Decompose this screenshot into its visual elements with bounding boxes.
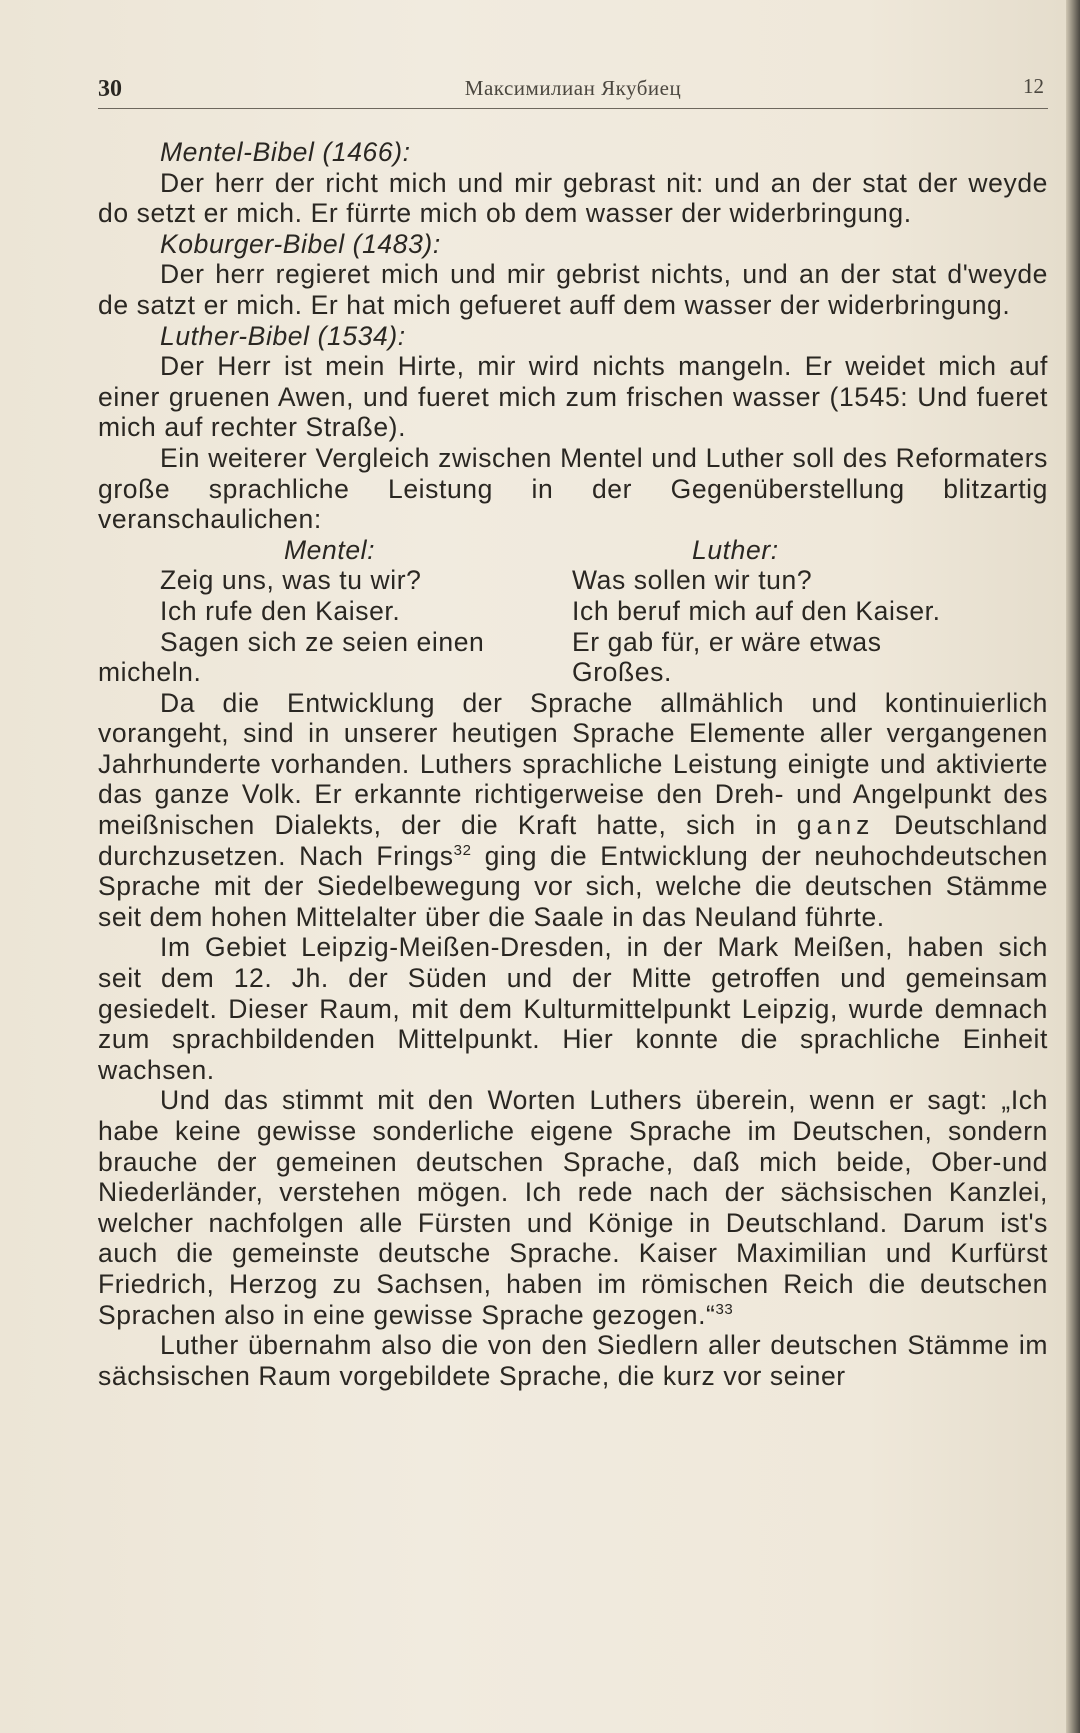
mentel-line: Zeig uns, was tu wir? [160, 565, 422, 596]
paragraph-text: Deutschland durchzusetzen. Nach Frings [98, 810, 1048, 871]
luther-quote: Der Herr ist mein Hirte, mir wird nichts mangeln. Er weidet mich auf einer gruenen Awen, und fueret mich zum frischen wasser (1545: Und fueret mich auf rechter Straße). [98, 351, 1048, 443]
luther-line: Er gab für, er wäre etwas [572, 626, 882, 657]
corner-number: 12 [1023, 74, 1044, 98]
mentel-column-heading: Mentel: [284, 534, 376, 565]
mentel-line: Sagen sich ze seien einen [160, 626, 485, 657]
koburger-heading: Koburger-Bibel (1483): [160, 228, 441, 259]
comparison-table [98, 535, 1048, 688]
mentel-heading: Mentel-Bibel (1466): [160, 137, 411, 167]
page-header [98, 68, 1048, 109]
paragraph-text: Und das stimmt mit den Worten Luthers überein, wenn er sagt: „Ich habe keine gewisse sonderliche eigene Sprache im Deutschen, sondern brauche der gemeinen deutschen Sprache, daß mich beide, Ober-und Niederländer, verstehen mögen. Ich rede nach der sächsischen Kanzlei, welcher nachfolgen alle Fürsten und Könige in Deutschland. Darum ist's auch die gemeinste deutsche Sprache. Kaiser Maximilian und Kurfürst Friedrich, Herzog zu Sachsen, haben im römischen Reich die deutschen Sprachen also in eine gewisse Sprache gezogen.“ [98, 1085, 1048, 1330]
mentel-quote: Der herr der richt mich und mir gebrast nit: und an der stat der weyde do setzt er mich. Er fürrte mich ob dem wasser der widerbringung. [98, 167, 1048, 229]
paragraph-development [98, 688, 1048, 933]
page-edge [1066, 0, 1080, 1733]
paragraph-text: ging die Entwicklung der neuhochdeutschen Sprache mit der Siedelbewegung vor sich, welche die deutschen Stämme seit dem hohen Mittelalter über die Saale in das Neuland führte. [98, 840, 1049, 932]
koburger-quote: Der herr regieret mich und mir gebrist nichts, und an der stat d'weyde de satzt er mich. Er hat mich gefueret auff dem wasser der widerbringung. [98, 259, 1048, 320]
paragraph-conclusion: Luther übernahm also die von den Siedlern aller deutschen Stämme im sächsischen Raum vorgebildete Sprache, die kurz vor seiner [98, 1330, 1048, 1391]
mentel-line: Ich rufe den Kaiser. [160, 595, 401, 626]
page-number: 30 [98, 76, 122, 102]
luther-line: Großes. [572, 657, 672, 688]
footnote-marker: 32 [453, 841, 472, 859]
luther-heading: Luther-Bibel (1534): [160, 320, 406, 351]
paragraph-luther-quote [98, 1085, 1048, 1330]
intro-paragraph: Ein weiterer Vergleich zwischen Mentel und Luther soll des Reformaters große sprachliche Leistung in der Gegenüberstellung blitzartig veranschaulichen: [98, 442, 1048, 535]
paragraph-meissen: Im Gebiet Leipzig-Meißen-Dresden, in der Mark Meißen, haben sich seit dem 12. Jh. der Süden und der Mitte getroffen und gemeinsam gesiedelt. Dieser Raum, mit dem Kulturmittelpunkt Leipzig, wurde demnach zum sprachbildenden Mittelpunkt. Hier konnte die sprachliche Einheit wachsen. [98, 932, 1048, 1085]
paragraph-text: Da die Entwicklung der Sprache allmählich und kontinuierlich vorangeht, sind in unserer heutigen Sprache Elemente aller vergangenen Jahrhunderte vorhanden. Luthers sprachliche Leistung einigte und aktivierte das ganze Volk. Er erkannte richtigerweise den Dreh- und Angelpunkt des meißnischen Dialekts, der die Kraft hatte, sich in [98, 687, 1048, 841]
mentel-column [98, 535, 538, 688]
luther-column [538, 535, 1048, 688]
mentel-line: micheln. [98, 657, 202, 688]
luther-line: Was sollen wir tun? [572, 565, 813, 596]
footnote-marker: 33 [715, 1300, 734, 1318]
luther-line: Ich beruf mich auf den Kaiser. [572, 595, 941, 626]
running-title: Максимилиан Якубиец [464, 76, 682, 100]
emphasized-word: ganz [796, 810, 875, 841]
luther-column-heading: Luther: [692, 534, 779, 565]
body-text [98, 137, 1048, 1391]
